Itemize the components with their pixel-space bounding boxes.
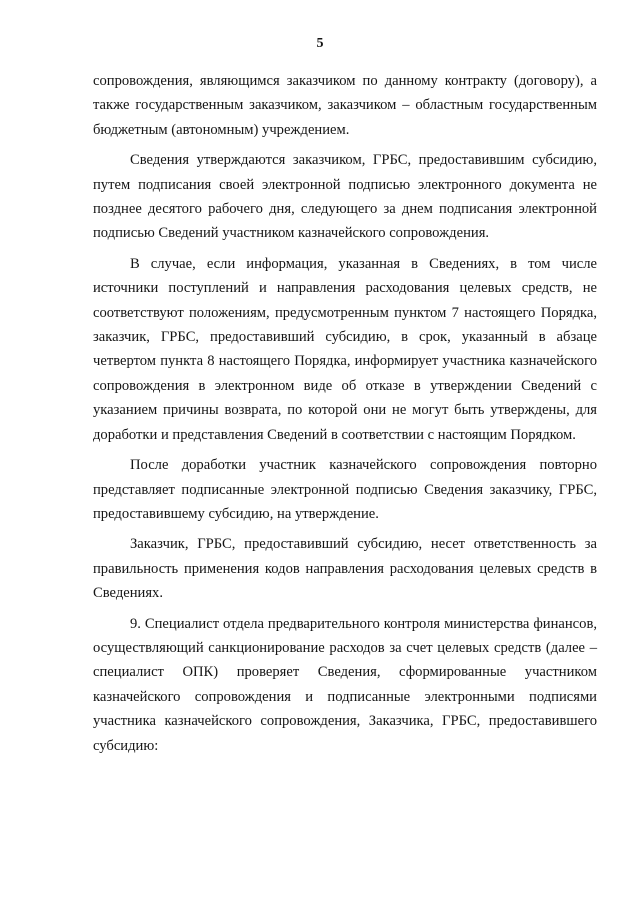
paragraph-approval: Сведения утверждаются заказчиком, ГРБС, предоставившим субсидию, путем подписания своей электронной подписью электронного документа не позднее десятого рабочего дня, следующего за днем подписания электронной подписью Сведений участником казначейского сопровождения. [93,152,597,242]
document-body [93,69,597,758]
paragraph-item-9: 9. Специалист отдела предварительного контроля министерства финансов, осуществляющий санкционирование расходов за счет целевых средств (далее – специалист ОПК) проверяет Сведения, сформированные участником казначейского сопровождения и подписанные электронными подписями участника казначейского сопровождения, Заказчика, ГРБС, предоставившего субсидию: [93,615,597,754]
paragraph-responsibility: Заказчик, ГРБС, предоставивший субсидию, несет ответственность за правильность применения кодов направления расходования целевых средств в Сведениях. [93,536,597,602]
paragraph-continuation: сопровождения, являющимся заказчиком по данному контракту (договору), а также государственным заказчиком, заказчиком – областным государственным бюджетным (автономным) учреждением. [93,73,597,138]
paragraph-resubmission: После доработки участник казначейского сопровождения повторно представляет подписанные электронной подписью Сведения заказчику, ГРБС, предоставившему субсидию, на утверждение. [93,457,597,522]
page-number: 5 [316,36,324,51]
paragraph-rejection: В случае, если информация, указанная в Сведениях, в том числе источники поступлений и направления расходования целевых средств, не соответствуют положениям, предусмотренным пунктом 7 настоящего Порядка, заказчик, ГРБС, предоставивший субсидию, в срок, указанный в абзаце четвертом пункта 8 настоящего Порядка, информирует участника казначейского сопровождения в электронном виде об отказе в утверждении Сведений с указанием причины возврата, по которой они не могут быть утверждены, для доработки и представления Сведений в соответствии с настоящим Порядком. [93,255,597,443]
